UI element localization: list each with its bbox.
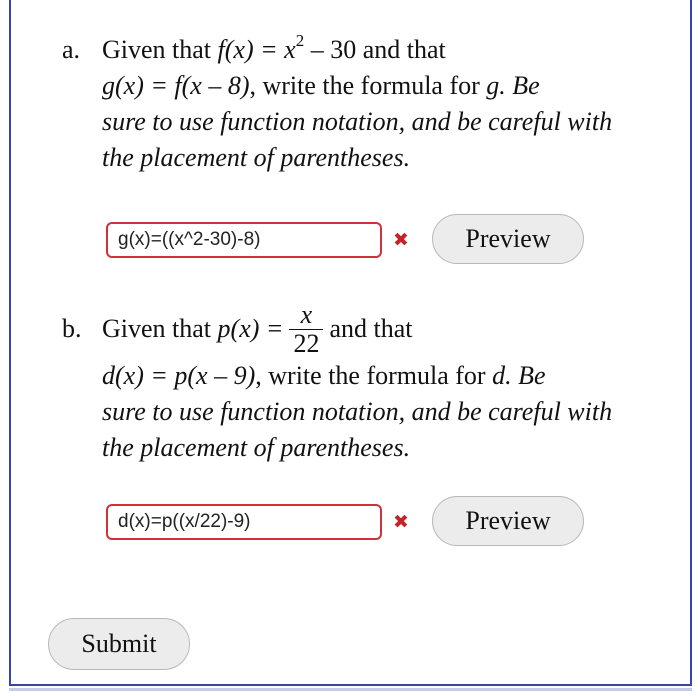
part-b-line-2-text: , write the formula for: [255, 361, 486, 390]
part-a-given-text: Given that: [102, 35, 212, 64]
submit-button[interactable]: Submit: [48, 618, 190, 670]
fraction-numerator: x: [300, 299, 313, 329]
part-b-d-var: d: [492, 361, 506, 390]
part-b-line-1: [102, 300, 682, 358]
part-a-marker: a.: [62, 35, 81, 64]
part-b-line-1-rest: and that: [329, 314, 413, 343]
part-b-answer-row: [106, 496, 596, 548]
part-a-line-3: sure to use function notation, and be careful with: [102, 107, 613, 136]
incorrect-icon: ✖: [393, 511, 409, 533]
part-a-line-2-text: , write the formula for: [249, 71, 480, 100]
part-a-prompt: [102, 32, 682, 176]
part-b-line-3: sure to use function notation, and be careful with: [102, 397, 613, 426]
part-a-line-4: the placement of parentheses.: [102, 143, 411, 172]
part-a-exponent: 2: [295, 31, 305, 51]
part-a-answer-input[interactable]: g(x)=((x^2-30)-8): [106, 222, 382, 258]
part-a-equals-x: = x: [253, 35, 296, 64]
part-b-fraction: [289, 301, 323, 358]
part-b-d-definition: d(x) = p(x – 9): [102, 361, 256, 390]
part-a-line-1: [102, 32, 682, 68]
part-a-line-2: [102, 68, 682, 104]
frame-shadow: [9, 688, 692, 691]
part-a-f-of-x: f(x): [217, 35, 254, 64]
part-b-given-text: Given that: [102, 314, 212, 343]
part-b-answer-input[interactable]: d(x)=p((x/22)-9): [106, 504, 382, 540]
part-a-answer-row: [106, 214, 596, 266]
part-b-p-of-x: p(x) =: [217, 314, 284, 343]
incorrect-icon: ✖: [393, 229, 409, 251]
part-a-line-1-rest: – 30 and that: [304, 35, 446, 64]
part-b-marker: b.: [62, 314, 82, 343]
part-a-be: . Be: [499, 71, 540, 100]
part-a-g-definition: g(x) = f(x – 8): [102, 71, 250, 100]
part-a-preview-button[interactable]: Preview: [432, 214, 584, 264]
part-b-preview-button[interactable]: Preview: [432, 496, 584, 546]
part-b-be: . Be: [505, 361, 546, 390]
part-a-g-var: g: [486, 71, 500, 100]
part-b-prompt: [102, 300, 682, 466]
fraction-denominator: 22: [289, 329, 323, 358]
part-b-line-2: [102, 358, 682, 394]
part-b-line-4: the placement of parentheses.: [102, 433, 411, 462]
